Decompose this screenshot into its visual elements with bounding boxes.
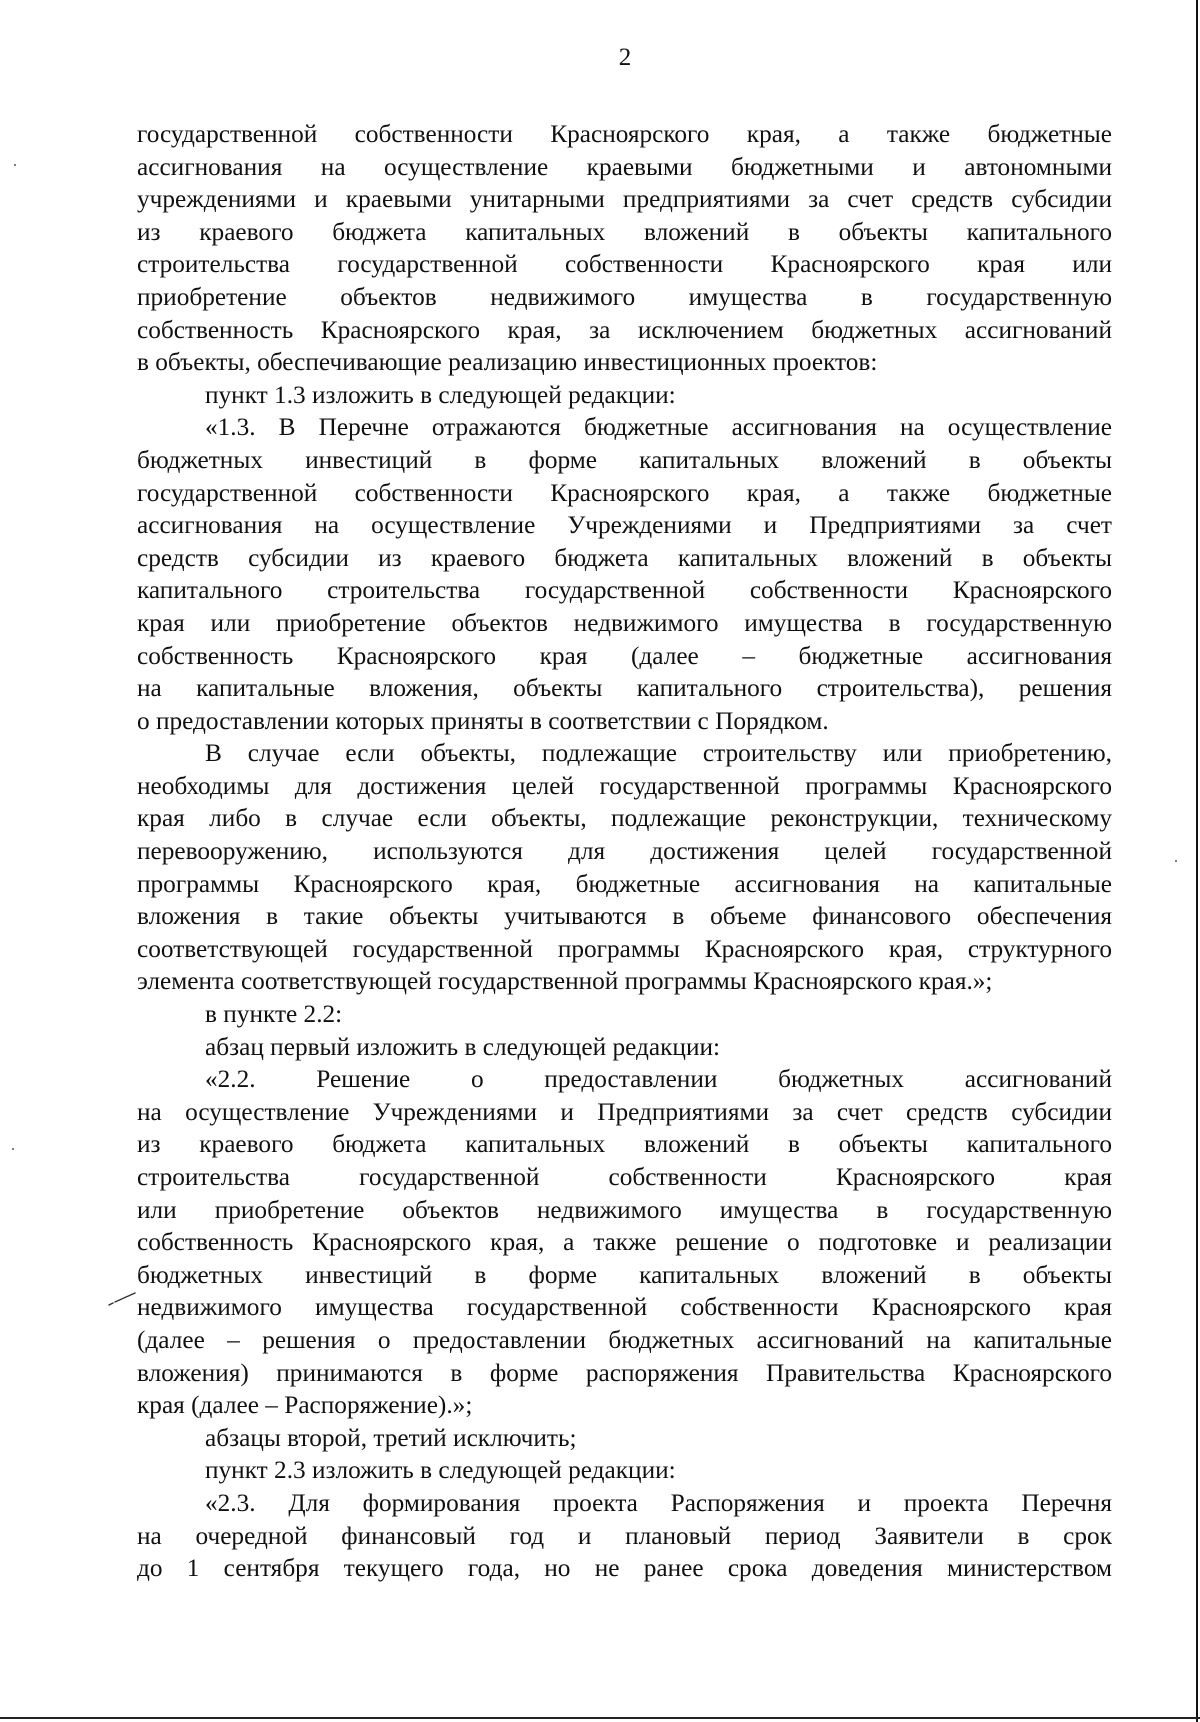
scan-speck: [1175, 860, 1177, 862]
page-number: 2: [618, 44, 632, 71]
text-line: собственность Красноярского края (далее – бюджетные ассигнования: [137, 641, 1112, 670]
text-line: абзацы второй, третий исключить;: [205, 1423, 577, 1452]
scan-edge-bottom: [0, 1717, 1200, 1719]
text-line: ассигнования на осуществление Учреждениями и Предприятиями за счет: [137, 511, 1112, 540]
text-line: строительства государственной собственности Красноярского края или: [137, 250, 1112, 279]
text-line: элемента соответствующей государственной программы Красноярского края.»;: [137, 967, 993, 996]
text-line: на очередной финансовый год и плановый период Заявители в срок: [137, 1521, 1112, 1550]
text-line: перевооружению, используются для достижения целей государственной: [137, 837, 1112, 866]
text-line: необходимы для достижения целей государственной программы Красноярского: [137, 771, 1112, 800]
text-line: В случае если объекты, подлежащие строительству или приобретению,: [205, 739, 1112, 768]
text-line: или приобретение объектов недвижимого имущества в государственную: [137, 1195, 1112, 1224]
text-line: недвижимого имущества государственной собственности Красноярского края: [137, 1293, 1112, 1322]
text-line: «1.3. В Перечне отражаются бюджетные ассигнования на осуществление: [205, 413, 1112, 442]
text-line: на капитальные вложения, объекты капитального строительства), решения: [137, 674, 1112, 703]
text-line: бюджетных инвестиций в форме капитальных вложений в объекты: [137, 1260, 1112, 1289]
text-line: собственность Красноярского края, а также решение о подготовке и реализации: [137, 1228, 1112, 1257]
text-line: собственность Красноярского края, за исключением бюджетных ассигнований: [137, 315, 1112, 344]
text-line: учреждениями и краевыми унитарными предприятиями за счет средств субсидии: [137, 185, 1112, 214]
text-line: края (далее – Распоряжение).»;: [137, 1391, 473, 1420]
text-line: из краевого бюджета капитальных вложений в объекты капитального: [137, 217, 1112, 246]
text-line: вложения) принимаются в форме распоряжения Правительства Красноярского: [137, 1358, 1112, 1387]
scan-edge-right: [1196, 0, 1198, 1722]
text-line: ассигнования на осуществление краевыми бюджетными и автономными: [137, 152, 1112, 181]
text-line: на осуществление Учреждениями и Предприятиями за счет средств субсидии: [137, 1097, 1112, 1126]
text-line: строительства государственной собственности Красноярского края: [137, 1163, 1112, 1191]
body-text: [137, 118, 1112, 1585]
text-line: вложения в такие объекты учитываются в объеме финансового обеспечения: [137, 902, 1112, 931]
margin-check-mark: [107, 1291, 139, 1311]
text-line: программы Красноярского края, бюджетные ассигнования на капитальные: [137, 869, 1112, 898]
text-line: «2.3. Для формирования проекта Распоряжения и проекта Перечня: [205, 1488, 1112, 1517]
text-line: в объекты, обеспечивающие реализацию инвестиционных проектов:: [137, 348, 878, 377]
text-line: бюджетных инвестиций в форме капитальных вложений в объекты: [137, 445, 1112, 474]
text-line: (далее – решения о предоставлении бюджетных ассигнований на капитальные: [137, 1325, 1112, 1354]
scan-speck: [12, 1148, 14, 1150]
text-line: в пункте 2.2:: [205, 1000, 343, 1029]
text-line: «2.2. Решение о предоставлении бюджетных ассигнований: [205, 1065, 1112, 1094]
text-line: средств субсидии из краевого бюджета капитальных вложений в объекты: [137, 543, 1112, 572]
text-line: приобретение объектов недвижимого имущества в государственную: [137, 282, 1112, 311]
text-line: государственной собственности Красноярского края, а также бюджетные: [137, 120, 1112, 148]
text-line: абзац первый изложить в следующей редакции:: [205, 1032, 721, 1061]
text-line: о предоставлении которых приняты в соответствии с Порядком.: [137, 706, 829, 735]
text-line: пункт 2.3 изложить в следующей редакции:: [205, 1456, 676, 1485]
scan-speck: [14, 164, 16, 166]
text-line: пункт 1.3 изложить в следующей редакции:: [205, 380, 676, 409]
text-line: до 1 сентября текущего года, но не ранее срока доведения министерством: [137, 1554, 1112, 1583]
text-line: государственной собственности Красноярского края, а также бюджетные: [137, 478, 1112, 507]
text-line: соответствующей государственной программы Красноярского края, структурного: [137, 934, 1112, 963]
text-line: капитального строительства государственной собственности Красноярского: [137, 576, 1112, 605]
text-line: края либо в случае если объекты, подлежащие реконструкции, техническому: [137, 804, 1112, 833]
text-line: из краевого бюджета капитальных вложений в объекты капитального: [137, 1130, 1112, 1159]
text-line: края или приобретение объектов недвижимого имущества в государственную: [137, 608, 1112, 637]
